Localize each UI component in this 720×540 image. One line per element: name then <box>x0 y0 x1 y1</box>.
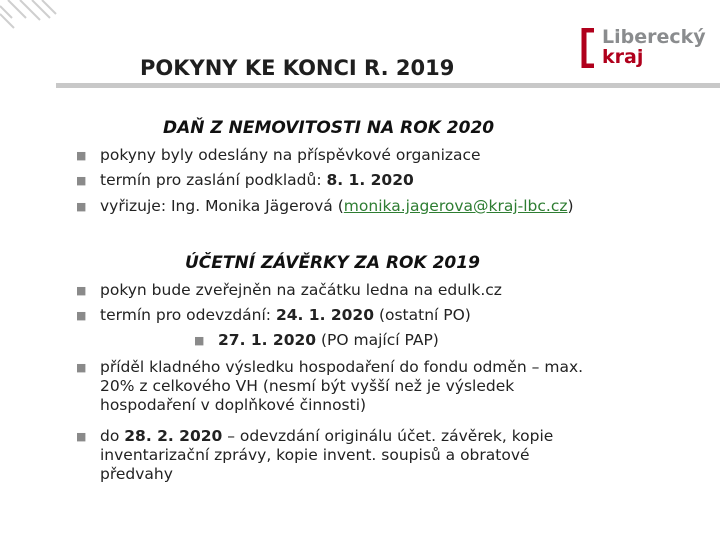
logo-bracket-icon <box>578 28 598 68</box>
bullet-icon: ■ <box>76 200 87 213</box>
bullet-icon: ■ <box>76 430 87 443</box>
email-link[interactable]: monika.jagerova@kraj-lbc.cz <box>343 197 568 215</box>
title-divider <box>56 83 720 88</box>
bullet-icon: ■ <box>76 284 87 297</box>
bullet-icon: ■ <box>76 309 87 322</box>
bullet-icon: ■ <box>76 174 87 187</box>
list-item: ■ příděl kladného výsledku hospodaření do fondu odměn – max. 20% z celkového VH (nesmí být vyšší než je výsledek hospodaření v doplňkové činnosti) <box>76 358 584 414</box>
liberecky-kraj-logo <box>578 24 708 74</box>
list-item: ■ termín pro zaslání podkladů: 8. 1. 2020 <box>76 171 414 189</box>
list-item: ■ pokyny byly odeslány na příspěvkové organizace <box>76 146 481 164</box>
list-item: ■ termín pro odevzdání: 24. 1. 2020 (ostatní PO) <box>76 306 471 324</box>
bullet-icon: ■ <box>194 334 205 347</box>
logo-line1: Liberecký <box>602 26 706 48</box>
section1-heading: DAŇ Z NEMOVITOSTI NA ROK 2020 <box>163 118 495 138</box>
list-item: ■ vyřizuje: Ing. Monika Jägerová (monika.jagerova@kraj-lbc.cz) <box>76 197 574 215</box>
bullet-icon: ■ <box>76 361 87 374</box>
sub-list-item: ■ 27. 1. 2020 (PO mající PAP) <box>194 331 439 349</box>
list-item: ■ do 28. 2. 2020 – odevzdání originálu účet. závěrek, kopie inventarizační zprávy, kopie invent. soupisů a obratové předvahy <box>76 427 554 483</box>
page-title: POKYNY KE KONCI R. 2019 <box>140 56 455 80</box>
corner-stripes-decoration <box>0 0 60 40</box>
logo-line2: kraj <box>602 46 644 68</box>
bullet-icon: ■ <box>76 149 87 162</box>
section2-heading: ÚČETNÍ ZÁVĚRKY ZA ROK 2019 <box>185 253 480 273</box>
list-item: ■ pokyn bude zveřejněn na začátku ledna na edulk.cz <box>76 281 502 299</box>
